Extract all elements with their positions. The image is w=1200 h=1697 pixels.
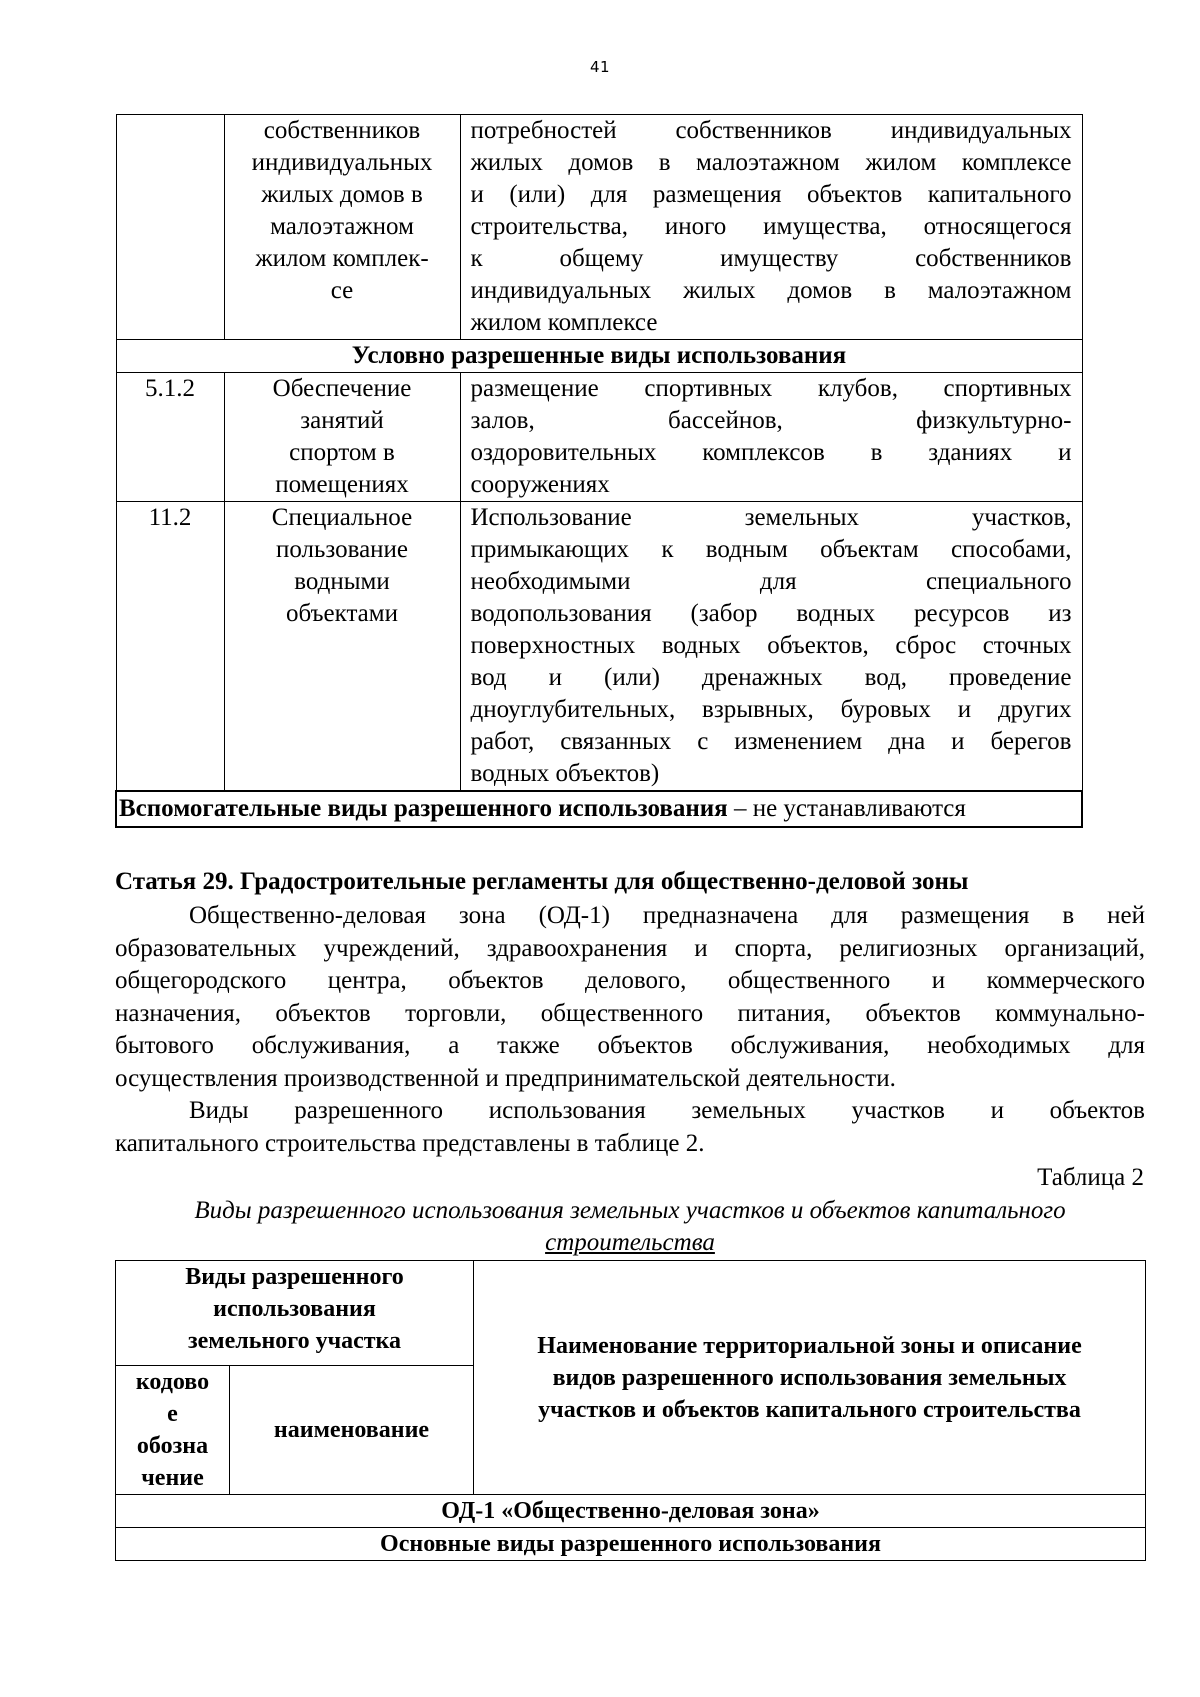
name-header: наименование <box>230 1366 474 1495</box>
name-cell: Специальное пользование водными объектами <box>224 502 460 792</box>
table-label: Таблица 2 <box>1037 1164 1144 1191</box>
code-header: кодово е обозна чение <box>116 1366 230 1495</box>
section-title-conditional: Условно разрешенные виды использования <box>116 340 1082 373</box>
description-cell: потребностей собственников индивидуальных жилых домов в малоэтажном жилом комплексе и (или) для размещения объектов капитального строительства, иного имущества, относящегося к общему имуществу собственников индивидуальных жилых домов в малоэтажном жилом комплексе <box>460 115 1082 340</box>
page-number: 41 <box>589 58 611 76</box>
table-row <box>116 115 1082 340</box>
code-cell <box>116 115 224 340</box>
description-header: Наименование территориальной зоны и описание видов разрешенного использования земельных участков и объектов капитального строительства <box>474 1261 1146 1495</box>
zone-row <box>116 1495 1146 1528</box>
description-cell: размещение спортивных клубов, спортивных залов, бассейнов, физкультурно- оздоровительных комплексов в зданиях и сооружениях <box>460 373 1082 502</box>
land-use-table-continued <box>115 114 1083 828</box>
article-heading: Статья 29. Градостроительные регламенты для общественно-деловой зоны <box>115 868 969 895</box>
table-caption: Виды разрешенного использования земельных участков и объектов капитального строительства <box>194 1197 1066 1256</box>
table-row <box>116 373 1082 502</box>
header-row <box>116 1261 1146 1366</box>
land-use-table-2 <box>115 1260 1146 1561</box>
description-cell: Использование земельных участков, примыкающих к водным объектам способами, необходимыми для специального водопользования (забор водных ресурсов из поверхностных водных объектов, сброс сточных вод и (или) дренажных вод, проведение дноуглубительных, взрывных, буровых и других работ, связанных с изменением дна и берегов водных объектов) <box>460 502 1082 792</box>
article-paragraph-2: Виды разрешенного использования земельных участков и объектов капитального строительства представлены в таблице 2. <box>115 1097 1145 1157</box>
section-title-main: Основные виды разрешенного использования <box>116 1528 1146 1561</box>
article-paragraph-1: Общественно-деловая зона (ОД-1) предназначена для размещения в ней образовательных учреждений, здравоохранения и спорта, религиозных организаций, общегородского центра, объектов делового, общественного и коммерческого назначения, объектов торговли, общественного питания, объектов коммунально- бытового обслуживания, а также объектов обслуживания, необходимых для осуществления производственной и предпринимательской деятельности. <box>115 902 1145 1092</box>
table-row <box>116 502 1082 792</box>
code-cell: 5.1.2 <box>116 373 224 502</box>
name-cell: Обеспечение занятий спортом в помещениях <box>224 373 460 502</box>
section-row <box>116 1528 1146 1561</box>
group-header: Виды разрешенного использования земельного участка <box>116 1261 474 1366</box>
auxiliary-row <box>116 791 1082 827</box>
name-cell: собственников индивидуальных жилых домов в малоэтажном жилом комплек- се <box>224 115 460 340</box>
zone-title: ОД-1 «Общественно-деловая зона» <box>116 1495 1146 1528</box>
auxiliary-uses-note: Вспомогательные виды разрешенного использования – не устанавливаются <box>116 791 1082 827</box>
section-row <box>116 340 1082 373</box>
code-cell: 11.2 <box>116 502 224 792</box>
